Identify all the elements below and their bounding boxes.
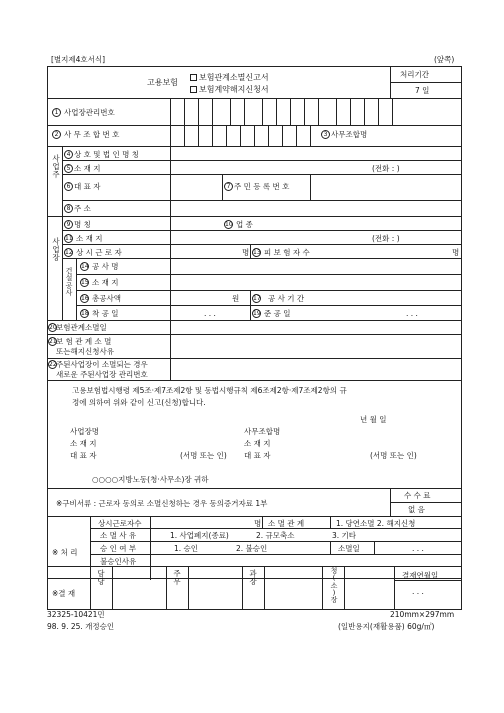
start-date-label: 착 공 일 [92, 309, 119, 318]
approval-col-director: 청 ( 소 ) 장 [330, 567, 338, 605]
form-side: (앞쪽) [434, 55, 455, 64]
association-rep-sign-label: 대 표 자 [244, 451, 271, 460]
footer-paper: (일반용지(재활용품) 60g/㎡) [338, 622, 435, 631]
title-option-1[interactable]: 보험관계소멸신고서 [190, 74, 269, 82]
site-name-sign-label: 사업장명 [70, 427, 99, 436]
rule-line [304, 98, 305, 125]
approval-col-section-head: 과 장 [249, 569, 257, 586]
rule-line [350, 98, 351, 125]
rule-line [240, 125, 241, 146]
approval-box [47, 566, 462, 610]
item-number: 15 [81, 279, 89, 286]
rule-line [212, 125, 213, 146]
fee-value: 없 음 [408, 505, 425, 514]
checkbox-icon[interactable] [190, 74, 197, 81]
item-number: 16 [81, 295, 89, 302]
total-cost-unit: 원 [232, 294, 240, 303]
employer-address-label: 소 재 지 [74, 164, 101, 173]
company-name-label: 상 호 및 법 인 명 칭 [74, 150, 140, 159]
item-number: 3 [321, 130, 330, 139]
rule-line [170, 98, 171, 125]
termination-relation-options[interactable]: 1. 당연소멸 2. 해지신청 [336, 519, 416, 528]
insured-count-unit: 명 [452, 248, 460, 257]
item-number: 19 [253, 310, 261, 317]
completion-date-label: 준 공 일 [264, 309, 291, 318]
rule-line [170, 125, 171, 146]
site-address-sign-label: 소 재 지 [70, 439, 97, 448]
item-number: 9 [64, 220, 73, 229]
rule-line [47, 334, 462, 335]
item-number: 1 [52, 108, 61, 117]
rule-line [90, 528, 462, 529]
resident-number-label: 주 민 등 록 번 호 [234, 182, 290, 191]
rule-line [392, 98, 393, 125]
rule-line [364, 98, 365, 125]
rule-line [310, 125, 311, 146]
rule-line [330, 541, 331, 554]
footer-date: 98. 9. 25. 개정승인 [47, 622, 115, 631]
termination-reason-label-2: 또는해지신청사유 [56, 347, 114, 356]
item-number: 18 [81, 310, 89, 317]
item-number: 22 [49, 361, 57, 368]
rule-line [212, 98, 213, 125]
employer-phone[interactable]: (전화 : ) [372, 164, 400, 173]
business-number-label: 사업장관리번호 [64, 108, 115, 117]
item-number: 6 [64, 182, 73, 191]
addressee: ○○○○지방노동(청·사무소)장 귀하 [92, 475, 209, 484]
statement-date[interactable]: 년 월 일 [360, 415, 387, 424]
rule-line [47, 146, 462, 147]
item-number: 20 [49, 324, 57, 331]
new-main-site-label-2: 새로운 주된사업장 관리번호 [56, 370, 148, 379]
item-number: 11 [65, 235, 73, 242]
approval-col-staff: 담 당 [97, 569, 105, 586]
rule-line [310, 174, 311, 200]
association-number-boxes[interactable] [170, 125, 320, 146]
cause-option-downsize[interactable]: 2. 규모축소 [256, 531, 295, 540]
approval-option-reject[interactable]: 2. 불승인 [236, 544, 268, 553]
regular-workers-proc-label: 상시근로자수 [98, 519, 142, 528]
rule-line [76, 274, 462, 275]
rule-line [330, 516, 331, 528]
processing-period-value: 7 일 [415, 86, 430, 95]
rule-line [374, 541, 375, 554]
item-number: 2 [52, 130, 61, 139]
fee-label: 수 수 료 [404, 491, 431, 500]
rule-line [290, 98, 291, 125]
approval-date-label: 결재연월일 [402, 571, 439, 580]
association-address-sign-label: 소 재 지 [244, 439, 271, 448]
rule-line [268, 125, 269, 146]
rule-line [62, 216, 63, 320]
rule-line [170, 320, 171, 380]
rule-line [47, 488, 462, 489]
rule-line [336, 98, 337, 125]
approval-status-label: 승 인 여 부 [100, 544, 137, 553]
regular-workers-unit: 명 [242, 248, 250, 257]
item-number: 12 [65, 249, 73, 256]
rule-line [230, 98, 231, 125]
rule-line [250, 244, 251, 258]
rule-line [62, 174, 462, 175]
form-id: [별지제4호서식] [51, 55, 106, 64]
item-number: 10 [225, 221, 233, 228]
site-address-label: 소 재 지 [76, 234, 103, 243]
construction-address-label: 소 재 지 [92, 278, 119, 287]
statement-line-1: 고용보험법시행령 제5조·제7조제2항 및 동법시행규칙 제6조제2항·제7조제2항의 규 [72, 386, 347, 395]
regular-workers-proc-unit: 명 [254, 519, 262, 528]
rule-line [47, 320, 462, 321]
representative-label: 대 표 자 [74, 182, 101, 191]
approval-option-approve[interactable]: 1. 승인 [174, 544, 199, 553]
start-date-value[interactable]: . . . [204, 309, 216, 318]
rule-line [390, 82, 462, 83]
footer-size: 210mm×297mm [390, 610, 455, 619]
rule-line [47, 216, 462, 217]
rule-line [170, 146, 171, 216]
construction-name-label: 공 사 명 [92, 262, 119, 271]
rule-line [226, 125, 227, 146]
rule-line [262, 98, 263, 125]
item-number: 4 [64, 150, 73, 159]
form-name: 고용보험 [147, 78, 178, 87]
rule-line [222, 174, 223, 200]
item-number: 17 [253, 295, 261, 302]
item-number: 21 [49, 338, 57, 345]
rejection-reason-label: 불승인사유 [100, 557, 137, 566]
cause-option-closure[interactable]: 1. 사업폐지(종료) [170, 531, 229, 540]
business-number-boxes[interactable] [170, 98, 462, 125]
rule-line [254, 125, 255, 146]
rule-line [390, 502, 462, 503]
processing-period-label: 처리기간 [400, 70, 429, 79]
construction-side-label: 건 설 공 사 [65, 267, 73, 298]
rule-line [62, 160, 462, 161]
worksite-side-label: 사 업 장 [52, 237, 60, 262]
rule-line [318, 98, 319, 125]
rule-line [184, 98, 185, 125]
rule-line [262, 516, 263, 528]
rule-line [62, 230, 462, 231]
rule-line [378, 98, 379, 125]
required-documents: ※구비서류 : 근로자 동의로 소멸신청하는 경우 동의증거자료 1부 [56, 499, 268, 508]
rule-line [244, 98, 245, 125]
checkbox-icon[interactable] [190, 86, 197, 93]
termination-date-proc-value[interactable]: . . . [412, 544, 424, 553]
footer-code: 32325-10421민 [47, 610, 105, 619]
rule-line [90, 541, 462, 542]
rule-line [62, 200, 462, 201]
completion-date-value[interactable]: . . . [406, 309, 418, 318]
industry-label: 업 종 [236, 220, 253, 229]
employer-home-address-label: 주 소 [74, 204, 91, 213]
approval-col-chief: 주 무 [173, 569, 181, 586]
rule-line [62, 258, 462, 259]
regular-workers-label: 상 시 근 로 자 [76, 248, 122, 257]
approval-date-value[interactable]: . . . [412, 587, 424, 596]
total-cost-label: 총공사액 [92, 294, 121, 303]
cause-option-other[interactable]: 3. 기타 [332, 531, 357, 540]
item-number: 8 [64, 204, 73, 213]
rule-line [282, 125, 283, 146]
association-number-label: 사 무 조 합 번 호 [64, 130, 120, 139]
site-name-label: 명 칭 [74, 220, 91, 229]
rule-line [47, 358, 462, 359]
item-number: 13 [253, 249, 261, 256]
rule-line [198, 125, 199, 146]
association-rep-signature[interactable]: (서명 또는 인) [370, 451, 417, 460]
processing-section-label: ※ 처 리 [52, 548, 78, 557]
employer-side-label: 사 업 주 [52, 154, 60, 179]
rule-line [76, 305, 462, 306]
termination-cause-label: 소 멸 사 유 [100, 531, 137, 540]
rule-line [276, 98, 277, 125]
rule-line [47, 516, 462, 517]
rule-line [296, 125, 297, 146]
rule-line [76, 258, 77, 320]
termination-relation-label: 소 멸 관 계 [268, 519, 305, 528]
approval-section-label: ※결 재 [52, 589, 76, 598]
rule-line [47, 380, 462, 381]
item-number: 5 [64, 164, 73, 173]
statement-line-2: 정에 의하여 위와 같이 신고(신청)합니다. [72, 398, 206, 407]
association-name-sign-label: 사무조합명 [244, 427, 281, 436]
termination-reason-label-1: 보 험 관 계 소 멸 [56, 337, 112, 346]
rule-line [76, 290, 462, 291]
termination-date-proc-label: 소멸일 [338, 544, 360, 553]
insured-count-label: 피 보 험 자 수 [264, 248, 310, 257]
rule-line [198, 98, 199, 125]
rule-line [90, 554, 462, 555]
item-number: 14 [81, 263, 89, 270]
new-main-site-label-1: 주된사업장이 소멸되는 경우 [56, 360, 148, 369]
site-phone[interactable]: (전화 : ) [372, 234, 400, 243]
rule-line [62, 244, 462, 245]
item-number: 7 [224, 182, 233, 191]
construction-period-label: 공 사 기 간 [268, 294, 305, 303]
rule-line [184, 125, 185, 146]
site-rep-signature[interactable]: (서명 또는 인) [180, 451, 227, 460]
association-name-label: 사무조합명 [331, 130, 368, 139]
rule-line [62, 146, 63, 216]
title-option-2[interactable]: 보험계약해지신청서 [190, 86, 269, 94]
site-rep-sign-label: 대 표 자 [70, 451, 97, 460]
termination-date-label: 보험관계소멸일 [56, 323, 107, 332]
